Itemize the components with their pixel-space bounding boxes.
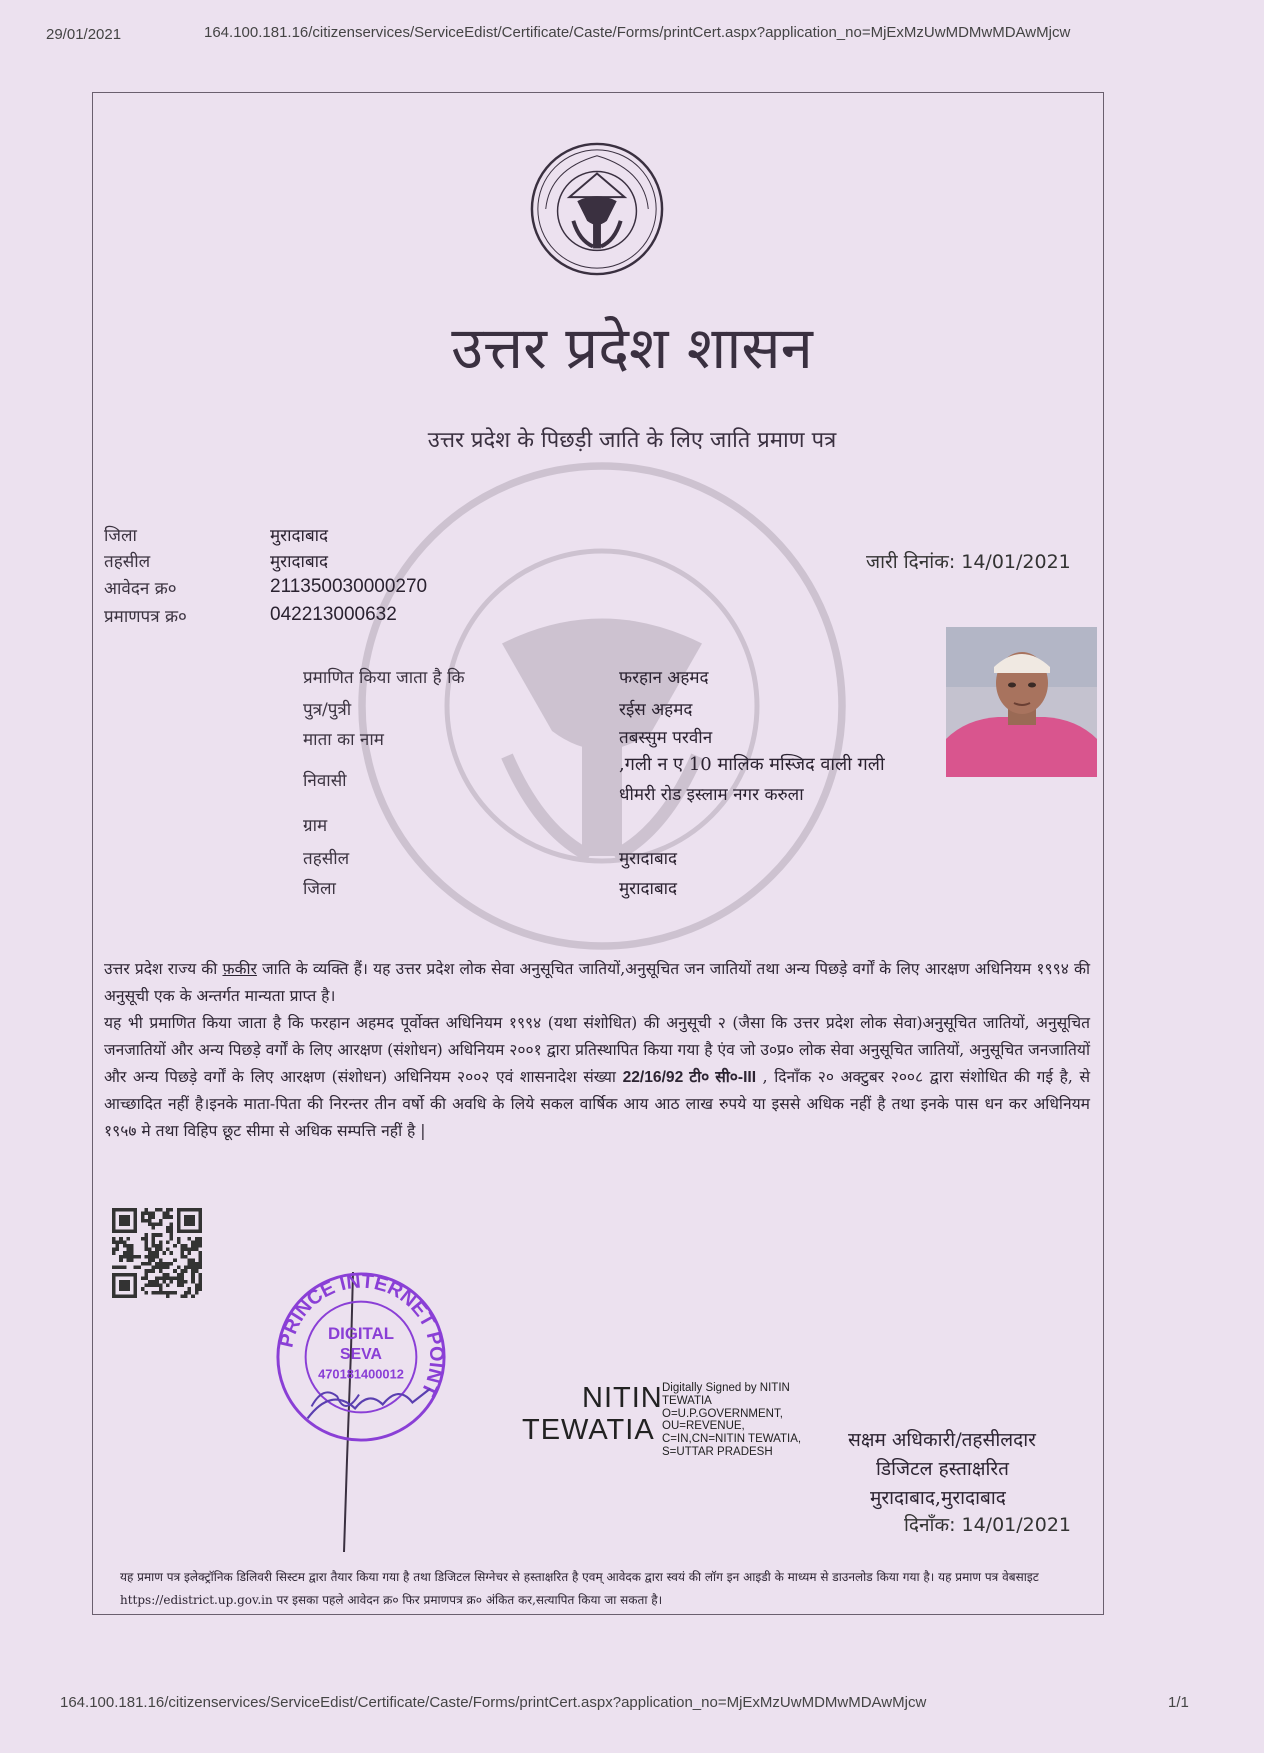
browser-page-number: 1/1 xyxy=(1168,1694,1189,1711)
meta-tehsil-label: तहसील xyxy=(104,552,151,572)
stamp-line2: SEVA xyxy=(340,1345,382,1363)
details-village-label: ग्राम xyxy=(303,816,328,836)
verification-note: यह प्रमाण पत्र इलेक्ट्रॉनिक डिलिवरी सिस्टम द्वारा तैयार किया गया है तथा डिजिटल सिग्नेचर से हस्ताक्षरित है एवम् आवेदक द्वारा स्वयं की लॉग इन आइडी के माध्यम से डाउनलोड किया गया है। यह प्रमाण पत्र वेबसाइट https://edistrict.up.gov.in पर इसका पहले आवेदन क्र० फिर प्रमाणपत्र क्र० अंकित कर,सत्यापित किया जा सकता है। xyxy=(120,1570,1039,1607)
details-mother-value: तबस्सुम परवीन xyxy=(619,728,713,748)
details-resident-line2: धीमरी रोड इस्लाम नगर करुला xyxy=(619,785,804,805)
digital-signer-name-line2: TEWATIA xyxy=(522,1414,655,1446)
details-district-value: मुरादाबाद xyxy=(619,879,678,899)
details-tehsil-value: मुरादाबाद xyxy=(619,849,678,869)
qr-code-icon xyxy=(112,1208,202,1298)
browser-print-date: 29/01/2021 xyxy=(46,26,122,43)
details-certified-value: फरहान अहमद xyxy=(619,668,709,688)
digital-seva-stamp xyxy=(272,1268,450,1446)
watermark-emblem-icon xyxy=(352,456,852,956)
authority-digitally-signed: डिजिटल हस्ताक्षरित xyxy=(876,1458,1009,1480)
applicant-photo xyxy=(946,627,1097,777)
meta-tehsil-value: मुरादाबाद xyxy=(270,552,329,572)
browser-print-url: 164.100.181.16/citizenservices/ServiceEdist/Certificate/Caste/Forms/printCert.aspx?application_no=MjExMzUwMDMwMDAwMjcw xyxy=(204,24,1071,41)
details-resident-label: निवासी xyxy=(303,771,347,791)
certificate-title: उत्तर प्रदेश शासन xyxy=(451,314,813,382)
government-order-number: 22/16/92 टी० सी०-III xyxy=(622,1069,757,1086)
meta-application-value: 211350030000270 xyxy=(270,576,428,597)
browser-print-footer-url: 164.100.181.16/citizenservices/ServiceEdist/Certificate/Caste/Forms/printCert.aspx?application_no=MjExMzUwMDMwMDAwMjcw xyxy=(60,1694,927,1711)
stamp-line3: 470181400012 xyxy=(318,1366,404,1382)
up-government-emblem-icon xyxy=(528,140,666,278)
authority-designation: सक्षम अधिकारी/तहसीलदार xyxy=(848,1429,1036,1451)
caste-name: फ़कीर xyxy=(222,960,257,978)
stamp-line1: DIGITAL xyxy=(328,1324,394,1344)
authority-date: दिनाँक: 14/01/2021 xyxy=(904,1514,1072,1536)
meta-district-value: मुरादाबाद xyxy=(270,526,329,546)
income-paragraph: यह भी प्रमाणित किया जाता है कि फरहान अहमद पूर्वोक्त अधिनियम १९९४ (यथा संशोधित) की अनुसूची २ (जैसा कि उत्तर प्रदेश लोक सेवा)अनुसूचित जातियों, अनुसूचित जनजातियों और अन्य पिछड़े वर्गों के लिए आरक्षण (संशोधन) अधिनियम २००१ द्वारा प्रतिस्थापित किया गया है एंव जो उ०प्र० लोक सेवा अनुसूचित जातियों, अनुसूचित जनजातियों और अन्य पिछड़े वर्गों के लिए आरक्षण (संशोधन) अधिनियम २००२ एवं शासनादेश संख्या 22/16/92 टी० सी०-III , दिनाँक २० अक्टुबर २००८ द्वारा संशोधित की गई है, से आच्छादित नहीं है।इनके माता-पिता की निरन्तर तीन वर्षो की अवधि के लिये सकल वार्षिक आय आठ लाख रुपये या इससे अधिक नहीं है तथा इनके पास धन कर अधिनियम १९५७ मे तथा विहिप छूट सीमा से अधिक सम्पत्ति नहीं है | xyxy=(104,1014,1091,1140)
details-resident-line1: ,गली न ए 10 मालिक मस्जिद वाली गली xyxy=(619,754,885,775)
meta-district-label: जिला xyxy=(104,526,137,546)
digital-signer-name-line1: NITIN xyxy=(582,1382,663,1414)
certificate-body xyxy=(104,956,1090,1145)
details-child-of-label: पुत्र/पुत्री xyxy=(303,700,352,720)
issue-date: जारी दिनांक: 14/01/2021 xyxy=(866,551,1071,573)
caste-paragraph: उत्तर प्रदेश राज्य की फ़कीर जाति के व्यक्ति हैं। यह उत्तर प्रदेश लोक सेवा अनुसूचित जातियों,अनुसूचित जन जातियों तथा अन्य पिछड़े वर्गों के लिए आरक्षण अधिनियम १९९४ की अनुसूची एक के अन्तर्गत मान्यता प्राप्त है। xyxy=(104,960,1090,1005)
meta-certificate-label: प्रमाणपत्र क्र० xyxy=(104,607,187,627)
details-mother-label: माता का नाम xyxy=(303,730,384,750)
stamp-ring-text: PRINCE INTERNET POINT xyxy=(275,1270,448,1400)
details-child-of-value: रईस अहमद xyxy=(619,700,693,720)
details-certified-label: प्रमाणित किया जाता है कि xyxy=(303,668,465,688)
details-tehsil-label: तहसील xyxy=(303,849,350,869)
certificate-subtitle: उत्तर प्रदेश के पिछड़ी जाति के लिए जाति प्रमाण पत्र xyxy=(427,428,837,453)
meta-certificate-value: 042213000632 xyxy=(270,604,397,625)
meta-application-label: आवेदन क्र० xyxy=(104,579,177,599)
details-district-label: जिला xyxy=(303,879,336,899)
digital-signature-details: Digitally Signed by NITIN TEWATIA O=U.P.GOVERNMENT, OU=REVENUE, C=IN,CN=NITIN TEWATIA, S=UTTAR PRADESH xyxy=(662,1382,802,1458)
authority-location: मुरादाबाद,मुरादाबाद xyxy=(870,1487,1006,1509)
